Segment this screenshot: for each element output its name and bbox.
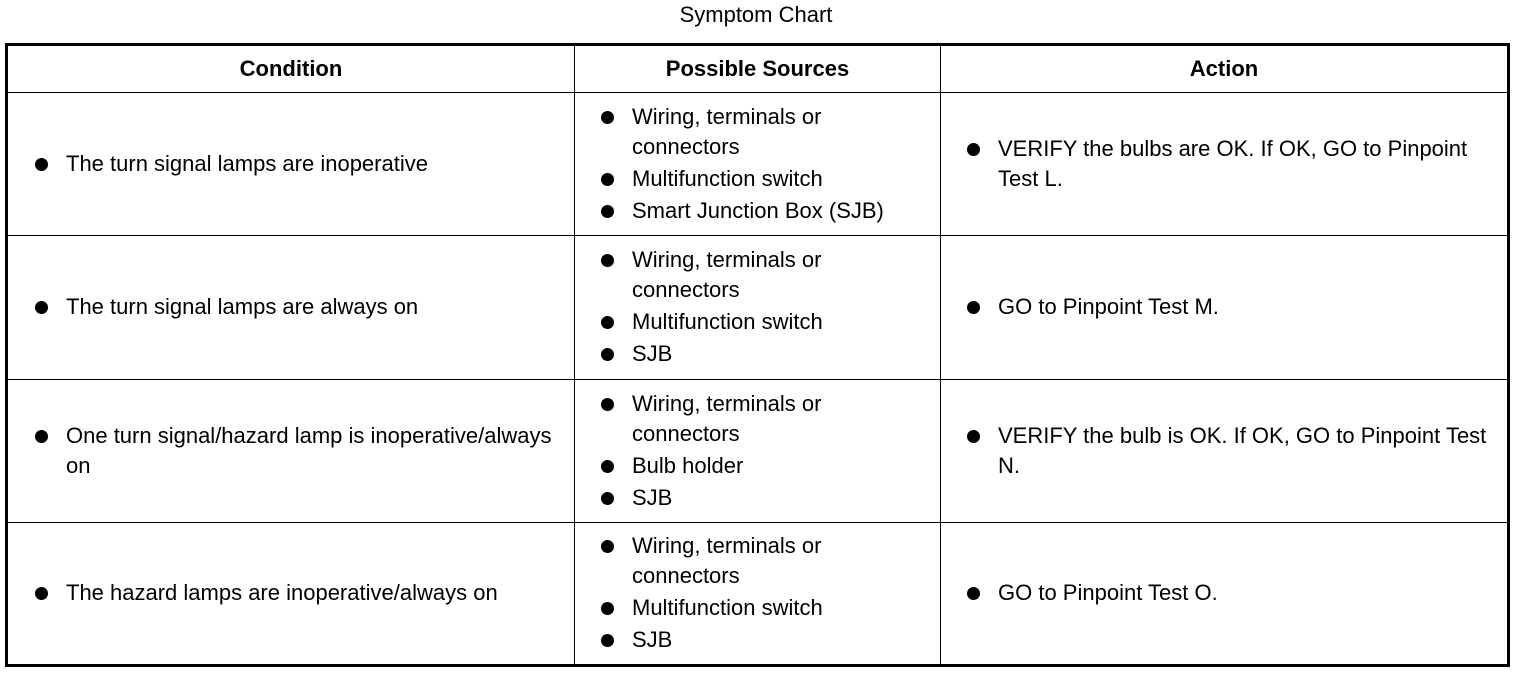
list-item xyxy=(8,148,574,180)
bullet-icon xyxy=(601,316,614,329)
source-text: Wiring, terminals or connectors xyxy=(632,390,822,446)
bullet-icon xyxy=(35,430,48,443)
bullet-icon xyxy=(967,143,980,156)
bullet-icon xyxy=(35,158,48,171)
bullet-icon xyxy=(967,301,980,314)
table-row xyxy=(7,522,1509,665)
list-item xyxy=(575,482,940,514)
list-item xyxy=(575,244,940,306)
list-item xyxy=(941,420,1507,482)
condition-header: Condition xyxy=(7,45,575,93)
bullet-icon xyxy=(601,205,614,218)
sources-cell xyxy=(575,379,941,522)
sources-cell xyxy=(575,522,941,665)
source-text: Wiring, terminals or connectors xyxy=(632,247,822,303)
source-text: Multifunction switch xyxy=(632,309,823,335)
action-cell xyxy=(941,379,1509,522)
action-text: VERIFY the bulb is OK. If OK, GO to Pinpoint Test N. xyxy=(998,422,1487,478)
header-row xyxy=(7,45,1509,93)
sources-cell xyxy=(575,236,941,379)
list-item xyxy=(575,450,940,482)
bullet-icon xyxy=(601,173,614,186)
table-row xyxy=(7,379,1509,522)
condition-cell xyxy=(7,379,575,522)
list-item xyxy=(941,133,1507,195)
page-title: Symptom Chart xyxy=(679,2,833,27)
list-item xyxy=(8,577,574,609)
source-text: SJB xyxy=(632,484,673,510)
source-text: SJB xyxy=(632,627,673,653)
bullet-icon xyxy=(601,111,614,124)
table-row xyxy=(7,236,1509,379)
bullet-icon xyxy=(601,254,614,267)
bullet-icon xyxy=(35,301,48,314)
table-row xyxy=(7,93,1509,236)
source-text: SJB xyxy=(632,341,673,367)
list-item xyxy=(941,577,1507,609)
list-item xyxy=(575,338,940,370)
list-item xyxy=(575,101,940,163)
possible-sources-header: Possible Sources xyxy=(575,45,941,93)
list-item xyxy=(575,530,940,592)
sources-cell xyxy=(575,93,941,236)
condition-cell xyxy=(7,93,575,236)
condition-cell xyxy=(7,236,575,379)
list-item xyxy=(575,624,940,656)
bullet-icon xyxy=(601,460,614,473)
action-text: GO to Pinpoint Test O. xyxy=(998,580,1218,606)
action-cell xyxy=(941,93,1509,236)
list-item xyxy=(575,592,940,624)
bullet-icon xyxy=(601,398,614,411)
list-item xyxy=(575,195,940,227)
condition-cell xyxy=(7,522,575,665)
condition-text: The turn signal lamps are always on xyxy=(66,294,419,320)
list-item xyxy=(941,291,1507,323)
bullet-icon xyxy=(967,430,980,443)
source-text: Wiring, terminals or connectors xyxy=(632,104,822,160)
action-header: Action xyxy=(941,45,1509,93)
bullet-icon xyxy=(35,587,48,600)
action-text: GO to Pinpoint Test M. xyxy=(998,294,1219,320)
source-text: Multifunction switch xyxy=(632,595,823,621)
symptom-chart-table xyxy=(5,43,1510,667)
condition-text: One turn signal/hazard lamp is inoperative/always on xyxy=(66,422,552,478)
list-item xyxy=(8,420,574,482)
action-cell xyxy=(941,522,1509,665)
action-cell xyxy=(941,236,1509,379)
bullet-icon xyxy=(601,634,614,647)
action-text: VERIFY the bulbs are OK. If OK, GO to Pinpoint Test L. xyxy=(998,136,1468,192)
list-item xyxy=(8,291,574,323)
bullet-icon xyxy=(601,492,614,505)
bullet-icon xyxy=(967,587,980,600)
bullet-icon xyxy=(601,540,614,553)
bullet-icon xyxy=(601,602,614,615)
list-item xyxy=(575,306,940,338)
list-item xyxy=(575,388,940,450)
source-text: Multifunction switch xyxy=(632,166,823,192)
condition-text: The hazard lamps are inoperative/always on xyxy=(66,580,498,606)
source-text: Wiring, terminals or connectors xyxy=(632,533,822,589)
condition-text: The turn signal lamps are inoperative xyxy=(66,151,428,177)
source-text: Smart Junction Box (SJB) xyxy=(632,198,884,224)
source-text: Bulb holder xyxy=(632,452,744,478)
list-item xyxy=(575,163,940,195)
bullet-icon xyxy=(601,348,614,361)
